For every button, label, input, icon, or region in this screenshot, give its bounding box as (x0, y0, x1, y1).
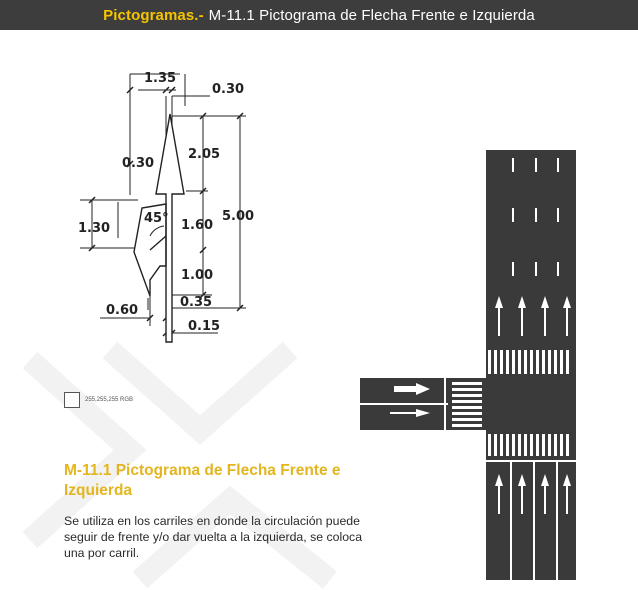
dim-0-30-top: 0.30 (212, 82, 245, 97)
dim-1-35: 1.35 (144, 71, 177, 86)
dim-0-35: 0.35 (180, 295, 213, 310)
white-swatch (64, 392, 80, 408)
dim-1-60: 1.60 (181, 218, 214, 233)
arrow-pictogram-diagram (0, 60, 300, 360)
header-bar (0, 0, 638, 30)
dim-5-00: 5.00 (222, 209, 255, 224)
dim-0-30-left: 0.30 (122, 156, 155, 171)
header-title: M-11.1 Pictograma de Flecha Frente e Izquierda (208, 6, 535, 24)
angle-45: 45° (144, 211, 169, 226)
road-intersection-illustration (360, 150, 576, 580)
dim-2-05: 2.05 (188, 147, 221, 162)
color-legend-label: 255,255,255 RGB (85, 397, 134, 403)
color-legend (64, 392, 133, 408)
dim-0-60: 0.60 (106, 303, 139, 318)
dim-1-00: 1.00 (181, 268, 214, 283)
dim-1-30: 1.30 (78, 221, 111, 236)
section-title: M-11.1 Pictograma de Flecha Frente e Izquierda (64, 462, 341, 499)
header-brand: Pictogramas.- (103, 6, 204, 24)
section-description: Se utiliza en los carriles en donde la circulación puede seguir de frente y/o dar vuelta a la izquierda, se coloca una por carril. (64, 514, 363, 560)
dim-0-15: 0.15 (188, 319, 221, 334)
